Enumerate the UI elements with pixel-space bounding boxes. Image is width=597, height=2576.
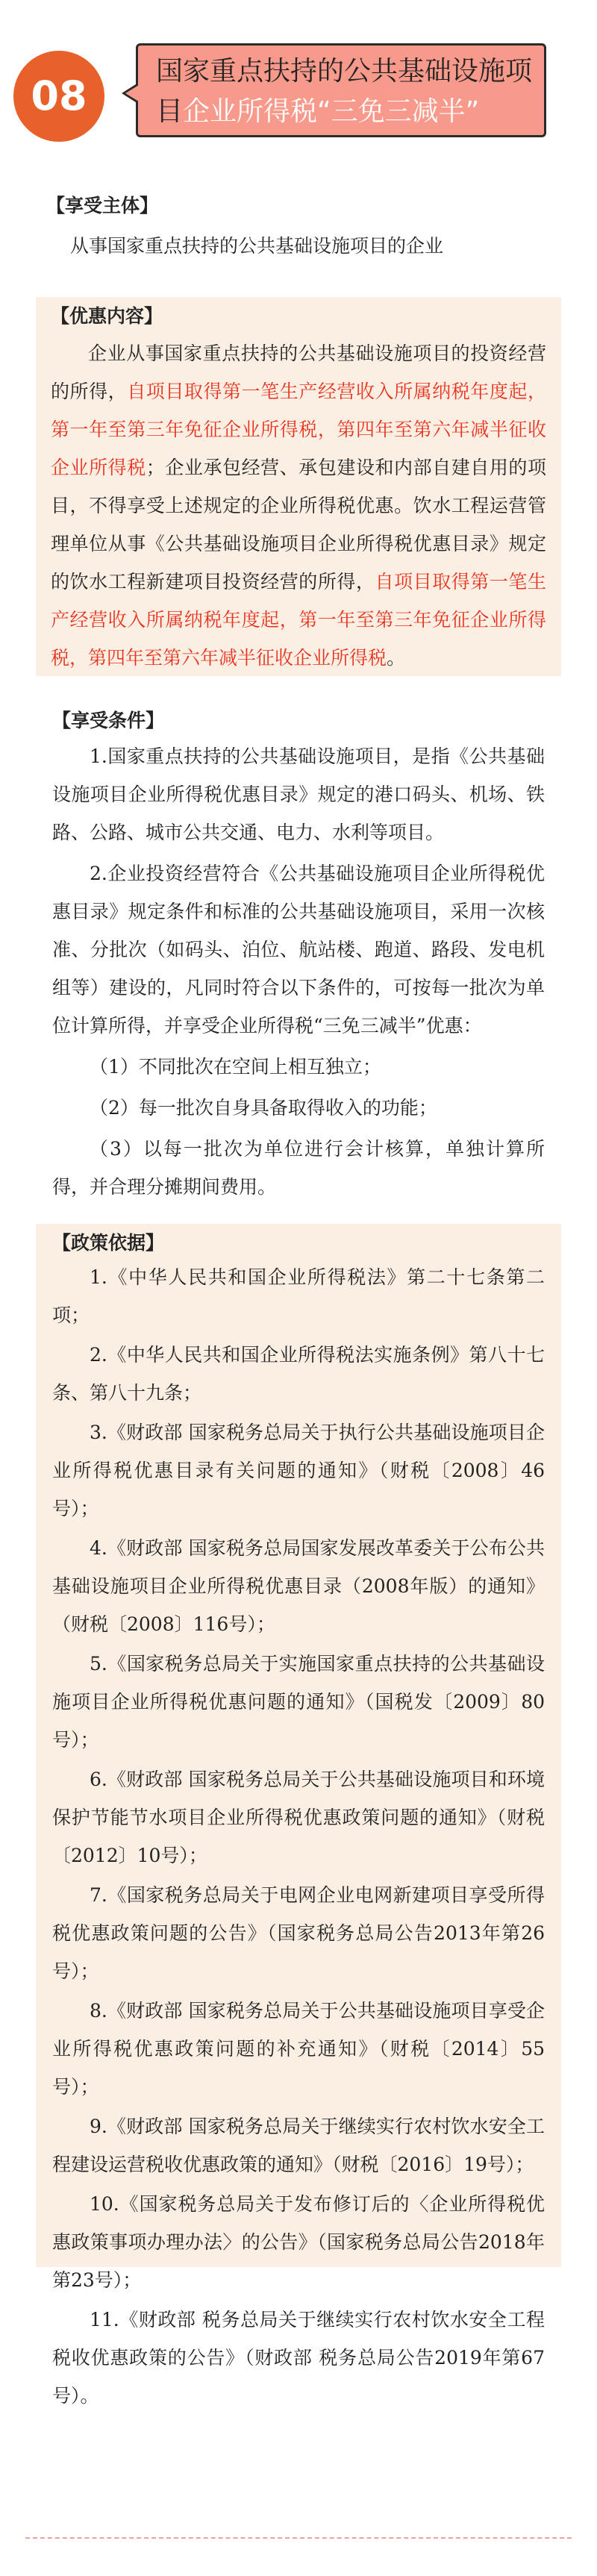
content-label: 【优惠内容】 <box>51 305 163 327</box>
title-line-1: 国家重点扶持的公共基础设施项 <box>156 56 533 87</box>
title-line-2-emphasis: 企业所得税“三免三减半” <box>183 96 480 127</box>
basis-item: 9.《财政部 国家税务总局关于继续实行农村饮水安全工程建设运营税收优惠政策的通知》（财税〔2016〕19号）； <box>52 2116 545 2175</box>
basis-item: 6.《财政部 国家税务总局关于公共基础设施项目和环境保护节能节水项目企业所得税优惠政策问题的通知》（财税〔2012〕10号）； <box>52 1769 545 1866</box>
content-highlight-2: 自项目取得第一笔生产经营收入所属纳税年度起，第一年至第三年免征企业所得税，第四年至第六年减半征收企业所得税 <box>51 571 546 669</box>
section-basis <box>36 1224 561 2407</box>
section-content <box>36 297 561 676</box>
header <box>0 0 597 157</box>
section-conditions <box>36 701 561 1206</box>
content-highlight-1: 自项目取得第一笔生产经营收入所属纳税年度起，第一年至第三年免征企业所得税，第四年至第六年减半征收企业所得税 <box>51 381 546 478</box>
basis-item: 1.《中华人民共和国企业所得税法》第二十七条第二项； <box>52 1266 545 1326</box>
content-paragraph <box>51 334 546 677</box>
content-text-e: 。 <box>387 647 406 669</box>
basis-item: 10.《国家税务总局关于发布修订后的〈企业所得税优惠政策事项办理办法〉的公告》（国家税务总局公告2018年第23号）； <box>52 2193 545 2291</box>
basis-item: 3.《财政部 国家税务总局关于执行公共基础设施项目企业所得税优惠目录有关问题的通知》（财税〔2008〕46号）； <box>52 1422 545 1519</box>
basis-item: 2.《中华人民共和国企业所得税法实施条例》第八十七条、第八十九条； <box>52 1344 545 1404</box>
condition-item: （3）以每一批次为单位进行会计核算，单独计算所得，并合理分摊期间费用。 <box>52 1138 545 1198</box>
dashed-divider <box>25 2537 572 2539</box>
section-subject <box>36 193 561 265</box>
content-text-c: ；企业承包经营、承包建设和内部自建自用的项目，不得享受上述规定的企业所得税优惠。饮水工程运营管理单位从事《公共基础设施项目企业所得税优惠目录》规定的饮水工程新建项目投资经营的所得， <box>51 457 546 593</box>
subject-text: 从事国家重点扶持的公共基础设施项目的企业 <box>70 235 444 257</box>
title-line-2-prefix: 目 <box>156 96 184 127</box>
basis-item: 11.《财政部 税务总局关于继续实行农村饮水安全工程税收优惠政策的公告》（财政部 税务总局公告2019年第67号）。 <box>52 2309 545 2407</box>
basis-item: 5.《国家税务总局关于实施国家重点扶持的公共基础设施项目企业所得税优惠问题的通知》（国税发〔2009〕80号）； <box>52 1653 545 1751</box>
conditions-label: 【享受条件】 <box>52 710 165 731</box>
title-line-2 <box>156 92 534 132</box>
basis-item: 4.《财政部 国家税务总局国家发展改革委关于公布公共基础设施项目企业所得税优惠目录（2008年版）的通知》（财税〔2008〕116号）； <box>52 1537 545 1635</box>
subject-label: 【享受主体】 <box>46 195 159 216</box>
basis-item: 7.《国家税务总局关于电网企业电网新建项目享受所得税优惠政策问题的公告》（国家税务总局公告2013年第26号）； <box>52 1884 545 1982</box>
content-text-a: 企业从事国家重点扶持的公共基础设施项目的投资经营的所得， <box>51 343 546 402</box>
basis-label: 【政策依据】 <box>52 1232 165 1254</box>
condition-item: 1.国家重点扶持的公共基础设施项目，是指《公共基础设施项目企业所得税优惠目录》规定的港口码头、机场、铁路、公路、城市公共交通、电力、水利等项目。 <box>52 745 545 843</box>
condition-item: （2）每一批次自身具备取得收入的功能； <box>90 1097 437 1119</box>
section-number-badge: 08 <box>13 51 104 142</box>
condition-item: （1）不同批次在空间上相互独立； <box>90 1056 381 1078</box>
basis-item: 8.《财政部 国家税务总局关于公共基础设施项目享受企业所得税优惠政策问题的补充通知》（财税〔2014〕55号）； <box>52 2000 545 2098</box>
title-callout <box>136 43 546 137</box>
condition-item: 2.企业投资经营符合《公共基础设施项目企业所得税优惠目录》规定条件和标准的公共基础设施项目，采用一次核准、分批次（如码头、泊位、航站楼、跑道、路段、发电机组等）建设的，凡同时符合以下条件的，可按每一批次为单位计算所得，并享受企业所得税“三免三减半”优惠： <box>52 863 545 1037</box>
